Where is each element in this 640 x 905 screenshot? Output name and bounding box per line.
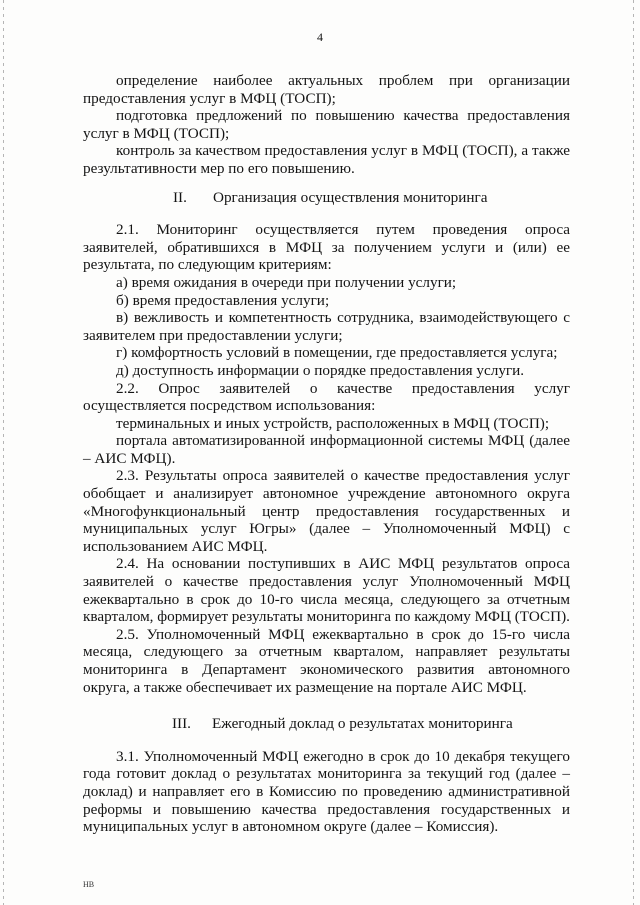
paragraph: подготовка предложений по повышению качества предоставления услуг в МФЦ (ТОСП); <box>83 107 570 142</box>
section-title: Ежегодный доклад о результатах мониторинга <box>212 715 513 733</box>
list-item: б) время предоставления услуги; <box>116 291 330 309</box>
scan-edge-right <box>633 0 634 905</box>
paragraph: 2.2. Опрос заявителей о качестве предоставления услуг осуществляется посредством использования: <box>83 379 570 415</box>
section-number: III. <box>172 715 191 733</box>
scan-edge-left <box>3 0 4 905</box>
paragraph: 2.5. Уполномоченный МФЦ ежеквартально в срок до 15-го числа месяца, следующего за отчетным кварталом, направляет результаты мониторинга в Департамент экономического развития автономного округа, а также обеспечивает их размещение на портале АИС МФЦ. <box>83 625 570 696</box>
paragraph: 2.4. На основании поступивших в АИС МФЦ результатов опроса заявителей о качестве предоставления услуг Уполномоченный МФЦ ежеквартально в срок до 10-го числа месяца, следующего за отчетным кварталом, формирует результаты мониторинга по каждому МФЦ (ТОСП). <box>83 555 570 626</box>
paragraph: 2.3. Результаты опроса заявителей о качестве предоставления услуг обобщает и анализирует автономное учреждение автономного округа «Многофункциональный центр предоставления государственных и муниципальных услуг Югры» (далее – Уполномоченный МФЦ) с использованием АИС МФЦ. <box>83 467 570 555</box>
list-item: д) доступность информации о порядке предоставления услуги. <box>116 361 525 379</box>
list-item: в) вежливость и компетентность сотрудника, взаимодействующего с заявителем при предоставлении услуги; <box>83 309 570 344</box>
list-item: а) время ожидания в очереди при получении услуги; <box>116 273 457 291</box>
document-body <box>83 72 570 836</box>
paragraph: 3.1. Уполномоченный МФЦ ежегодно в срок до 10 декабря текущего года готовит доклад о результатах мониторинга за текущий год (далее – доклад) и направляет его в Комиссию по проведению административной реформы и повышению качества предоставления государственных и муниципальных услуг в автономном округе (далее – Комиссия). <box>83 747 570 836</box>
list-item: терминальных и иных устройств, расположенных в МФЦ (ТОСП); <box>116 414 550 432</box>
page-number: 4 <box>317 30 323 44</box>
paragraph: контроль за качеством предоставления услуг в МФЦ (ТОСП), а также результативности мер по его повышению. <box>83 142 570 177</box>
footer-mark: НВ <box>83 880 95 889</box>
list-item: портала автоматизированной информационной системы МФЦ (далее – АИС МФЦ). <box>83 432 570 467</box>
paragraph: определение наиболее актуальных проблем при организации предоставления услуг в МФЦ (ТОСП); <box>83 72 570 107</box>
section-heading-2 <box>83 189 570 207</box>
paragraph: 2.1. Мониторинг осуществляется путем проведения опроса заявителей, обратившихся в МФЦ за получением услуги и (или) ее результата, по следующим критериям: <box>83 221 570 274</box>
section-heading-3 <box>83 715 570 733</box>
section-title: Организация осуществления мониторинга <box>213 188 488 206</box>
section-number: II. <box>173 188 187 206</box>
list-item: г) комфортность условий в помещении, где предоставляется услуга; <box>116 344 558 362</box>
